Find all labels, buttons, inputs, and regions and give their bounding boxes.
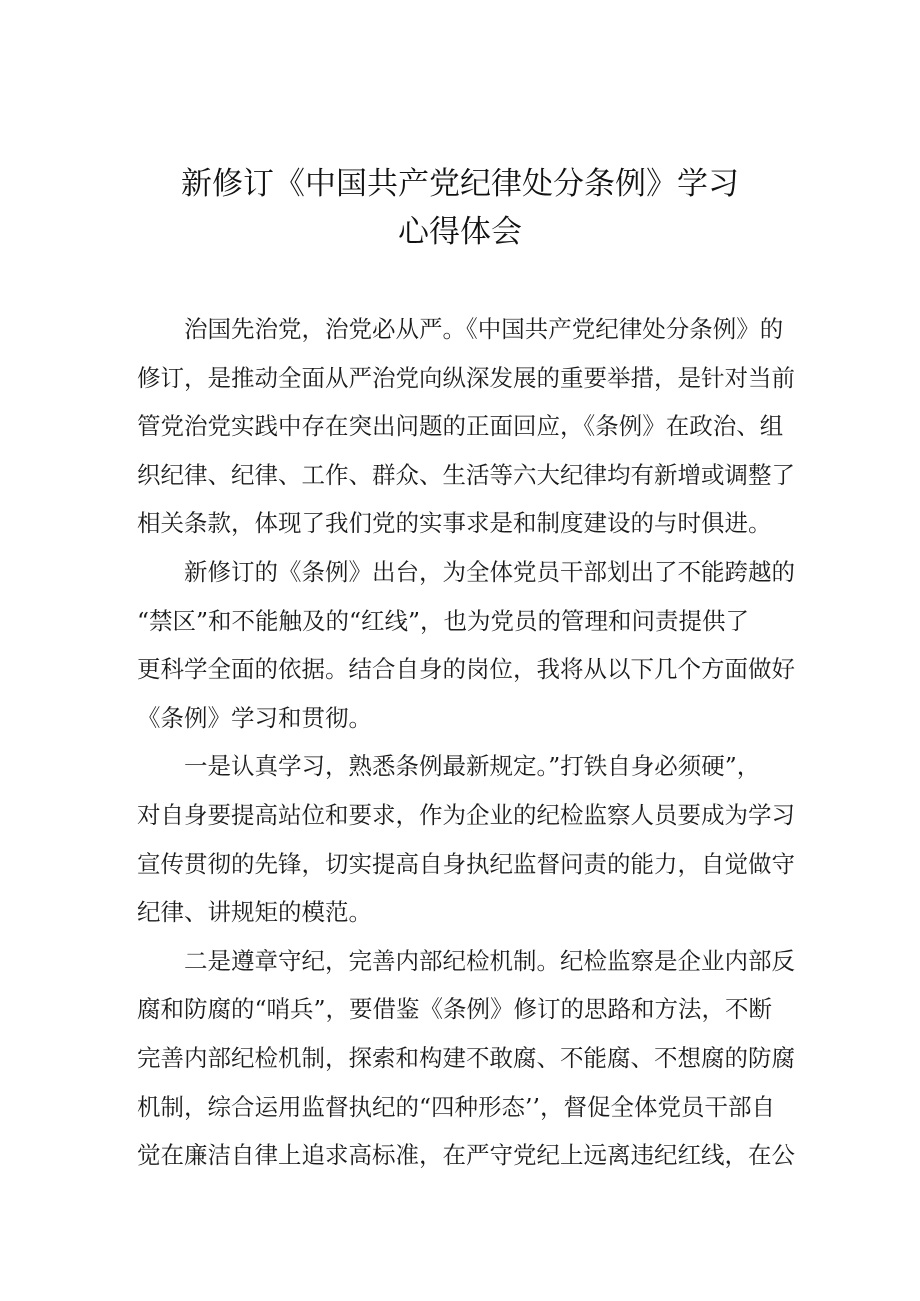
title-line: 新修订《中国共产党纪律处分条例》学习 <box>181 166 739 202</box>
text-line: 治国先治党，治党必从严。《中国共产党纪律处分条例》的 <box>184 315 784 343</box>
text-line: 《条例》学习和贯彻。 <box>137 703 372 732</box>
text-line: 腐和防腐的“哨兵”，要借鉴《条例》修订的思路和方法，不断 <box>137 995 773 1024</box>
document-title <box>120 160 800 256</box>
text-line: 织纪律、纪律、工作、群众、生活等六大纪律均有新增或调整了 <box>137 460 795 489</box>
text-line: “禁区”和不能触及的“红线”，也为党员的管理和问责提供了 <box>137 606 750 635</box>
text-line: 相关条款，体现了我们党的实事求是和制度建设的与时俱进。 <box>137 509 772 538</box>
document-body <box>137 305 795 1180</box>
text-line: 觉在廉洁自律上追求高标准，在严守党纪上远离违纪红线，在公 <box>137 1141 795 1170</box>
paragraph <box>137 548 795 742</box>
text-line: 管党治党实践中存在突出问题的正面回应，《条例》在政治、组 <box>137 412 784 441</box>
paragraph <box>137 305 795 548</box>
text-line: 纪律、讲规矩的模范。 <box>137 898 372 927</box>
text-line: 完善内部纪检机制，探索和构建不敢腐、不能腐、不想腐的防腐 <box>137 1043 795 1072</box>
text-line: 新修订的《条例》出台，为全体党员干部划出了不能跨越的 <box>184 557 795 586</box>
text-line: 二是遵章守纪，完善内部纪检机制。纪检监察是企业内部反 <box>184 946 795 975</box>
text-line: 宣传贯彻的先锋，切实提高自身执纪监督问责的能力，自觉做守 <box>137 849 795 878</box>
text-line: 一是认真学习，熟悉条例最新规定。”打铁自身必须硬”， <box>184 752 761 781</box>
title-line: 心得体会 <box>398 214 522 250</box>
paragraph <box>137 742 795 936</box>
text-line: 更科学全面的依据。结合自身的岗位，我将从以下几个方面做好 <box>137 655 795 684</box>
paragraph <box>137 937 795 1180</box>
text-line: 修订，是推动全面从严治党向纵深发展的重要举措，是针对当前 <box>137 363 795 392</box>
text-line: 机制，综合运用监督执纪的“四种形态’’，督促全体党员干部自 <box>137 1092 775 1121</box>
text-line: 对自身要提高站位和要求，作为企业的纪检监察人员要成为学习 <box>137 800 795 829</box>
